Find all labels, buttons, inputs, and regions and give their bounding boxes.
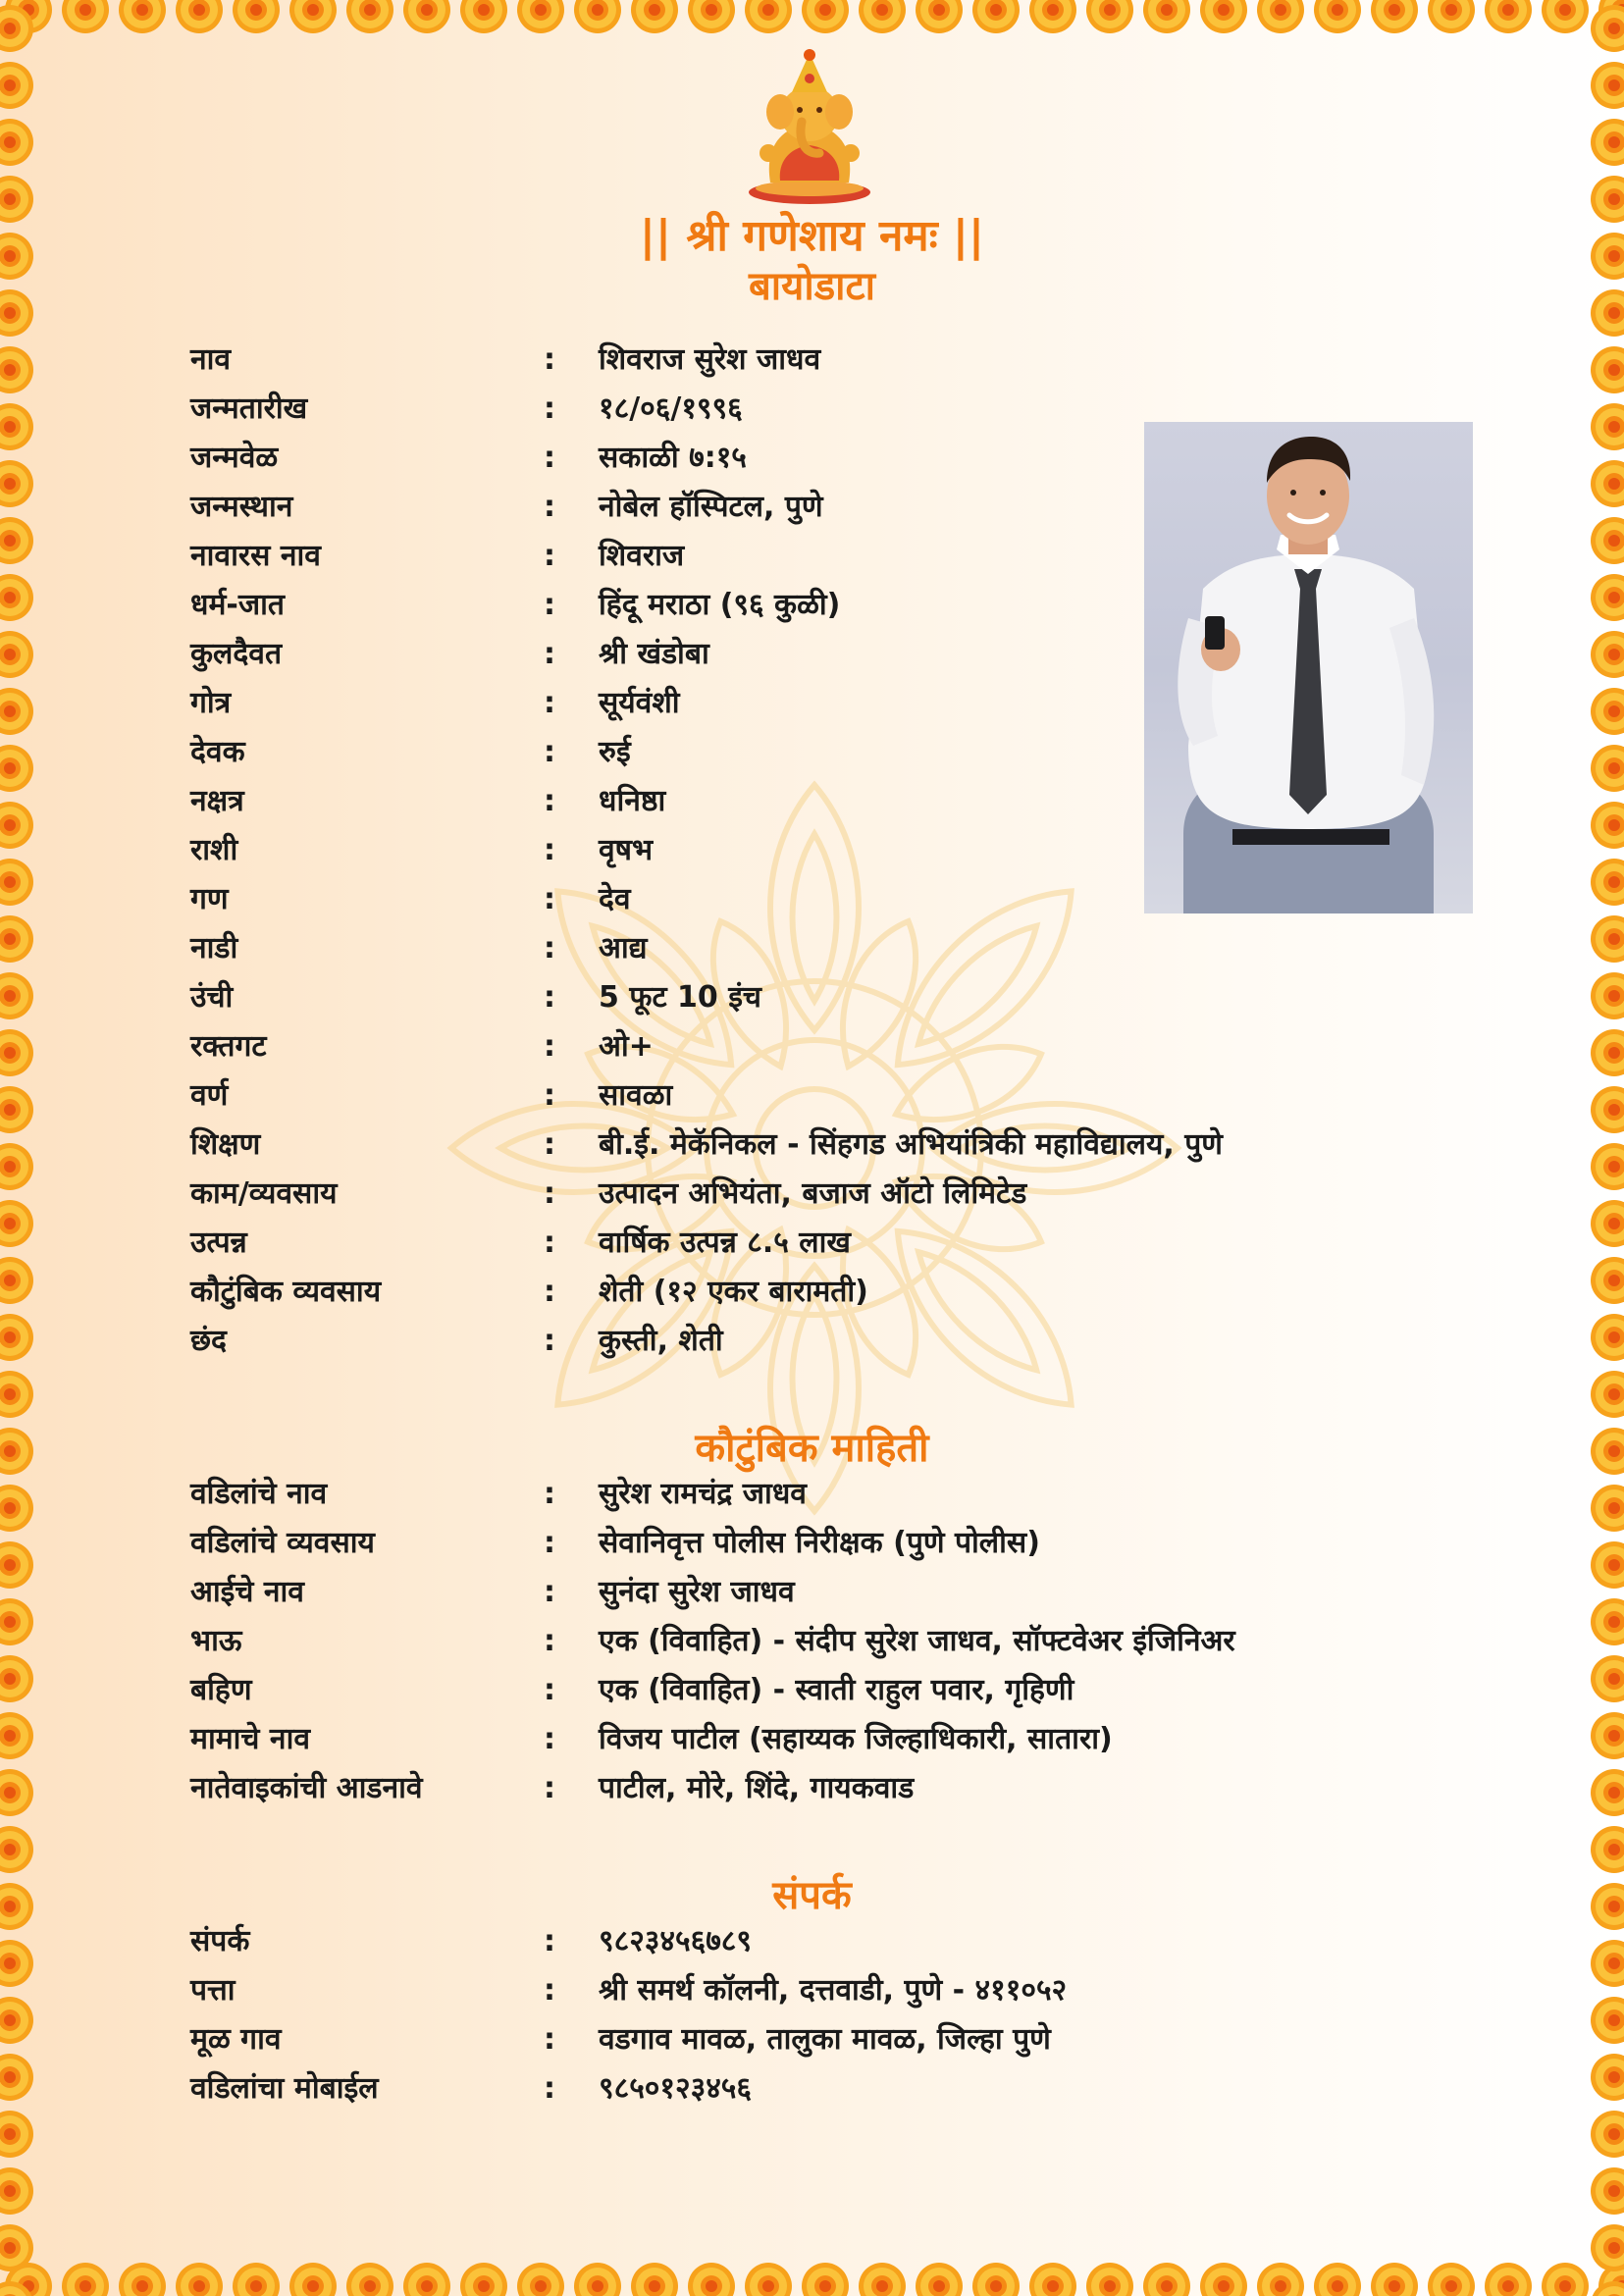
field-label: वर्ण <box>190 1078 229 1113</box>
field-label: धर्म-जात <box>190 588 285 622</box>
field-value: वडगाव मावळ, तालुका मावळ, जिल्हा पुणे <box>599 2022 1051 2057</box>
field-value: ओ+ <box>599 1029 654 1064</box>
field-label: शिक्षण <box>190 1127 261 1162</box>
separator: : <box>544 588 555 622</box>
field-label: जन्मतारीख <box>190 391 308 426</box>
separator: : <box>544 1477 555 1511</box>
profile-photo <box>1144 422 1473 913</box>
field-value: एक (विवाहित) - संदीप सुरेश जाधव, सॉफ्टवेअर इंजिनिअर <box>599 1624 1235 1658</box>
field-label: पत्ता <box>190 1973 236 2008</box>
separator: : <box>544 441 555 475</box>
separator: : <box>544 1722 555 1756</box>
field-label: आईचे नाव <box>190 1575 304 1609</box>
field-value: एक (विवाहित) - स्वाती राहुल पवार, गृहिणी <box>599 1673 1074 1707</box>
field-label: भाऊ <box>190 1624 242 1658</box>
floral-border-right <box>1577 0 1624 2296</box>
separator: : <box>544 1127 555 1162</box>
separator: : <box>544 1575 555 1609</box>
floral-border-left <box>0 0 47 2296</box>
separator: : <box>544 735 555 769</box>
field-label: नावारस नाव <box>190 539 321 573</box>
field-value: सुरेश रामचंद्र जाधव <box>599 1477 807 1511</box>
field-label: नक्षत्र <box>190 784 244 818</box>
field-value: उत्पादन अभियंता, बजाज ऑटो लिमिटेड <box>599 1176 1027 1211</box>
separator: : <box>544 1226 555 1260</box>
field-value: 5 फूट 10 इंच <box>599 980 761 1015</box>
separator: : <box>544 342 555 377</box>
separator: : <box>544 490 555 524</box>
separator: : <box>544 1324 555 1358</box>
contact-section-title: संपर्क <box>772 1873 852 1918</box>
field-value: सकाळी ७:१५ <box>599 441 747 475</box>
field-value: सूर्यवंशी <box>599 686 680 720</box>
ganesh-icon <box>741 45 878 207</box>
field-value: आद्य <box>599 931 648 965</box>
separator: : <box>544 1673 555 1707</box>
field-value: सावळा <box>599 1078 673 1113</box>
field-value: शेती (१२ एकर बारामती) <box>599 1275 868 1309</box>
separator: : <box>544 784 555 818</box>
field-label: गण <box>190 882 229 916</box>
separator: : <box>544 882 555 916</box>
field-value: सेवानिवृत्त पोलीस निरीक्षक (पुणे पोलीस) <box>599 1526 1040 1560</box>
field-value: शिवराज <box>599 539 685 573</box>
separator: : <box>544 833 555 867</box>
field-value: विजय पाटील (सहाय्यक जिल्हाधिकारी, सातारा) <box>599 1722 1113 1756</box>
separator: : <box>544 980 555 1015</box>
field-label: मामाचे नाव <box>190 1722 311 1756</box>
separator: : <box>544 2071 555 2106</box>
separator: : <box>544 539 555 573</box>
field-label: संपर्क <box>190 1924 250 1958</box>
separator: : <box>544 1624 555 1658</box>
field-value: ९८२३४५६७८९ <box>599 1924 752 1958</box>
field-label: वडिलांचा मोबाईल <box>190 2071 379 2106</box>
field-label: कुलदैवत <box>190 637 283 671</box>
field-value: शिवराज सुरेश जाधव <box>599 342 821 377</box>
field-label: गोत्र <box>190 686 232 720</box>
field-label: नातेवाइकांची आडनावे <box>190 1771 423 1805</box>
separator: : <box>544 686 555 720</box>
page-title: बायोडाटा <box>748 264 876 309</box>
field-label: जन्मस्थान <box>190 490 293 524</box>
field-value: हिंदू मराठा (९६ कुळी) <box>599 588 841 622</box>
mantra-heading: || श्री गणेशाय नमः || <box>639 211 985 261</box>
separator: : <box>544 1973 555 2008</box>
separator: : <box>544 1078 555 1113</box>
field-value: बी.ई. मेकॅनिकल - सिंहगड अभियांत्रिकी महाविद्यालय, पुणे <box>599 1127 1223 1162</box>
separator: : <box>544 2022 555 2057</box>
separator: : <box>544 1771 555 1805</box>
field-label: वडिलांचे व्यवसाय <box>190 1526 375 1560</box>
field-value: वृषभ <box>599 833 654 867</box>
field-value: श्री खंडोबा <box>599 637 709 671</box>
field-label: मूळ गाव <box>190 2022 282 2057</box>
field-value: धनिष्ठा <box>599 784 666 818</box>
field-value: देव <box>599 882 631 916</box>
separator: : <box>544 1526 555 1560</box>
separator: : <box>544 1275 555 1309</box>
floral-border-bottom <box>0 2249 1624 2296</box>
field-label: नाव <box>190 342 232 377</box>
field-label: छंद <box>190 1324 227 1358</box>
field-value: १८/०६/१९९६ <box>599 391 743 426</box>
field-label: रक्तगट <box>190 1029 267 1064</box>
field-value: कुस्ती, शेती <box>599 1324 723 1358</box>
field-label: जन्मवेळ <box>190 441 279 475</box>
separator: : <box>544 391 555 426</box>
field-label: बहिण <box>190 1673 252 1707</box>
field-label: कौटुंबिक व्यवसाय <box>190 1275 382 1309</box>
field-label: उत्पन्न <box>190 1226 247 1260</box>
field-label: नाडी <box>190 931 238 965</box>
separator: : <box>544 1176 555 1211</box>
field-value: वार्षिक उत्पन्न ८.५ लाख <box>599 1226 851 1260</box>
field-value: श्री समर्थ कॉलनी, दत्तवाडी, पुणे - ४११०५२ <box>599 1973 1068 2008</box>
field-value: ९८५०१२३४५६ <box>599 2071 752 2106</box>
field-label: काम/व्यवसाय <box>190 1176 338 1211</box>
field-label: देवक <box>190 735 245 769</box>
separator: : <box>544 637 555 671</box>
field-value: सुनंदा सुरेश जाधव <box>599 1575 795 1609</box>
field-value: पाटील, मोरे, शिंदे, गायकवाड <box>599 1771 915 1805</box>
person-illustration <box>1144 422 1473 913</box>
field-label: राशी <box>190 833 238 867</box>
field-label: वडिलांचे नाव <box>190 1477 328 1511</box>
separator: : <box>544 931 555 965</box>
family-section-title: कौटुंबिक माहिती <box>695 1426 929 1471</box>
separator: : <box>544 1924 555 1958</box>
floral-border-top <box>0 0 1624 47</box>
field-value: रुई <box>599 735 631 769</box>
field-value: नोबेल हॉस्पिटल, पुणे <box>599 490 823 524</box>
separator: : <box>544 1029 555 1064</box>
field-label: उंची <box>190 980 234 1015</box>
